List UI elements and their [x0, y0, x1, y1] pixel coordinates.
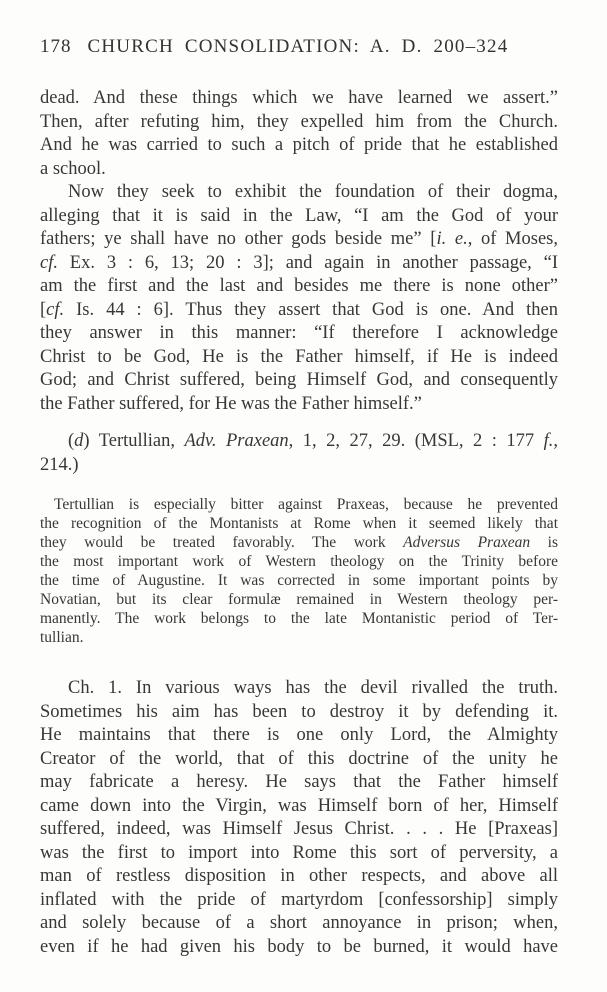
text-line	[40, 912, 558, 936]
text-line	[40, 322, 558, 346]
text-line	[40, 87, 558, 111]
text-segment: the Father suffered, for He was the Father himself.”	[40, 393, 422, 414]
text-line	[40, 205, 558, 229]
text-segment: man of restless disposition in other respects, and above all	[40, 866, 558, 886]
text-segment: the recognition of the Montanists at Rome when it seemed likely that	[40, 515, 558, 532]
text-line	[40, 533, 558, 552]
text-line	[40, 252, 558, 276]
text-line	[40, 299, 558, 323]
text-segment: Then, after refuting him, they expelled him from the Church.	[40, 111, 558, 132]
text-segment: Christ to be God, He is the Father himself, if He is indeed	[40, 346, 558, 367]
text-segment: was the first to import into Rome this sort of perversity, a	[40, 842, 558, 863]
text-segment: manently. The work belongs to the late Montanistic period of Ter-	[40, 610, 558, 627]
text-segment: came down into the Virgin, was Himself born of her, Himself	[40, 795, 558, 816]
text-line	[40, 748, 558, 772]
text-segment: they answer in this manner: “If therefore I acknowledge	[40, 323, 558, 343]
text-segment: they would be treated favorably. The work	[40, 534, 404, 551]
text-segment: Novatian, but its clear formulæ remained in Western theology per-	[40, 591, 558, 608]
italic-text-segment: cf.	[46, 299, 65, 320]
text-segment: alleging that it is said in the Law, “I am the God of your	[40, 205, 558, 226]
text-segment: Ex. 3 : 6, 13; 20 : 3]; and again in another passage, “I	[57, 252, 558, 273]
text-segment: a school.	[40, 158, 106, 179]
text-segment: tullian.	[40, 629, 84, 646]
text-line	[40, 889, 558, 913]
italic-text-segment: i. e.	[436, 229, 468, 249]
text-segment: even if he had given his body to be burned, it would have	[40, 936, 558, 957]
text-segment: Creator of the world, that of this doctrine of the unity he	[40, 748, 558, 769]
text-line	[40, 795, 558, 819]
text-line	[40, 677, 558, 701]
text-segment: the most important work of Western theology on the Trinity before	[40, 553, 558, 570]
text-segment: Tertullian is especially bitter against Praxeas, because he prevented	[54, 496, 558, 513]
text-line	[40, 552, 558, 571]
text-segment: am the first and the last and besides me there is none other”	[40, 276, 558, 296]
text-line	[40, 865, 558, 889]
text-segment: (	[68, 431, 75, 451]
text-line	[40, 590, 558, 609]
text-line	[40, 393, 558, 417]
text-segment: And he was carried to such a pitch of pride that he established	[40, 135, 558, 155]
text-line	[40, 514, 558, 533]
text-segment: is	[530, 534, 558, 551]
text-line	[40, 818, 558, 842]
text-line	[40, 111, 558, 135]
text-segment: Ch. 1. In various ways has the devil rivalled the truth.	[68, 678, 558, 698]
text-segment: and solely because of a short annoyance in prison; when,	[40, 913, 558, 933]
text-segment: , 1, 2, 27, 29. (MSL, 2 : 177	[288, 431, 544, 451]
text-line	[40, 346, 558, 370]
text-segment: ,	[553, 431, 558, 451]
text-line	[40, 430, 558, 454]
text-line	[40, 628, 558, 647]
citation-tertullian	[40, 430, 558, 477]
text-line	[40, 571, 558, 590]
text-line	[40, 181, 558, 205]
text-line	[40, 228, 558, 252]
text-segment: God; and Christ suffered, being Himself God, and consequently	[40, 370, 558, 390]
italic-text-segment: f.	[543, 431, 554, 451]
text-line	[40, 158, 558, 182]
text-line	[40, 275, 558, 299]
text-segment: , of Moses,	[467, 229, 558, 249]
text-segment: [	[40, 299, 47, 320]
paragraph-ch1	[40, 677, 558, 959]
text-segment: 214.)	[40, 454, 79, 475]
text-segment: Sometimes his aim has been to destroy it by defending it.	[40, 701, 558, 722]
text-line	[40, 771, 558, 795]
text-segment: ) Tertullian,	[83, 431, 185, 451]
text-segment: Now they seek to exhibit the foundation of their dogma,	[68, 182, 558, 202]
text-segment: inflated with the pride of martyrdom [confessorship] simply	[40, 889, 558, 910]
text-segment: may fabricate a heresy. He says that the Father himself	[40, 772, 558, 792]
text-segment: fathers; ye shall have no other gods beside me” [	[40, 229, 437, 249]
page-number: 178	[40, 36, 72, 57]
text-line	[40, 369, 558, 393]
text-line	[40, 842, 558, 866]
paragraph-dogma	[40, 181, 558, 416]
text-segment: dead. And these things which we have learned we assert.”	[40, 88, 558, 108]
editorial-note	[40, 495, 558, 647]
text-line	[40, 724, 558, 748]
page-header	[40, 36, 558, 58]
text-line	[40, 134, 558, 158]
text-segment: He maintains that there is one only Lord, the Almighty	[40, 725, 558, 745]
text-line	[40, 701, 558, 725]
text-line	[40, 609, 558, 628]
text-segment: Is. 44 : 6]. Thus they assert that God is one. And then	[64, 299, 558, 320]
italic-text-segment: d	[74, 431, 84, 451]
italic-text-segment: cf.	[40, 252, 58, 273]
italic-text-segment: Adversus Praxean	[403, 534, 531, 551]
text-segment: the time of Augustine. It was corrected in some important points by	[40, 572, 558, 589]
paragraph-novatian-continuation	[40, 87, 558, 181]
text-segment: suffered, indeed, was Himself Jesus Christ. . . . He [Praxeas]	[40, 819, 558, 839]
page-header-title: CHURCH CONSOLIDATION: A. D. 200–324	[87, 36, 509, 57]
text-line	[40, 454, 558, 478]
italic-text-segment: Adv. Praxean	[184, 431, 289, 451]
text-line	[40, 495, 558, 514]
page-body	[40, 87, 558, 959]
text-line	[40, 936, 558, 960]
